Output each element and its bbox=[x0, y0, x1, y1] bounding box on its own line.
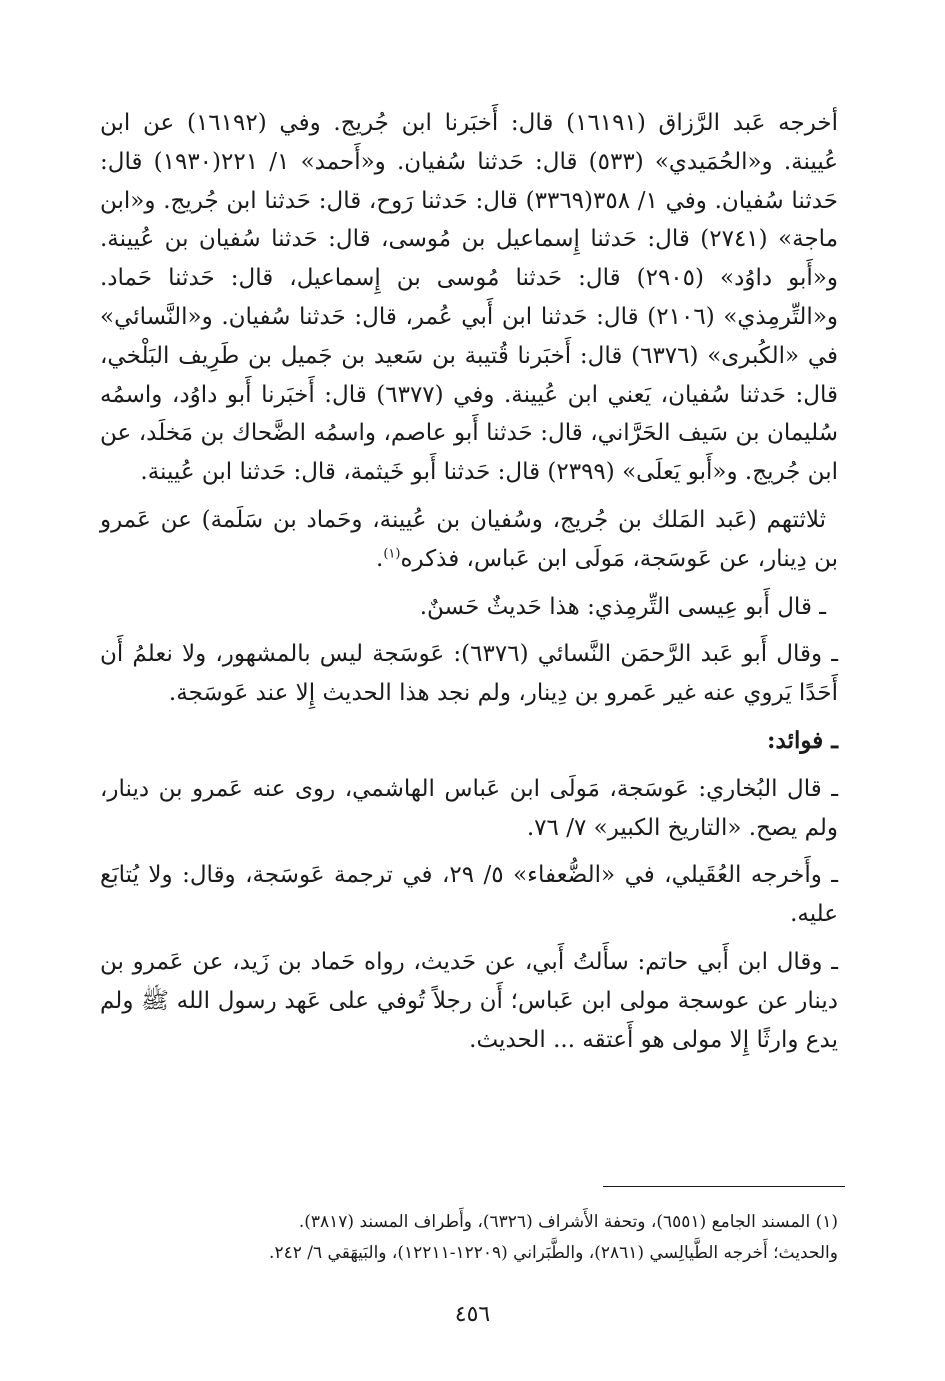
page-number: ٤٥٦ bbox=[454, 1302, 491, 1327]
footnote-1: (١) المسند الجامع (٦٥٥١)، وتحفة الأَشراف (٦٣٢٦)، وأَطراف المسند (٣٨١٧). bbox=[298, 1212, 838, 1232]
paragraph-isnad-summary bbox=[100, 501, 838, 579]
paragraph-isnad-text: ثلاثتهم (عَبد المَلك بن جُريج، وسُفيان بن عُيينة، وحَماد بن سَلَمة) عن عَمرو بن دِينار، عن عَوسَجة، مَولَى ابن عَباس، فذكره bbox=[100, 506, 838, 572]
paragraph-bukhari: ـ قال البُخاري: عَوسَجة، مَولَى ابن عَباس الهاشمي، روى عنه عَمرو بن دينار، ولم يصح. «التاريخ الكبير» ٧/ ٧٦. bbox=[100, 775, 838, 841]
footnote-divider bbox=[603, 1186, 845, 1187]
footnotes bbox=[100, 1207, 838, 1269]
paragraph-isnad-end: . bbox=[376, 545, 384, 572]
footnote-1-continued: والحديث؛ أَخرجه الطَّيالِسي (٢٨٦١)، والطَّبَراني (١٢٢٠٩-١٢٢١١)، والبَيهَقي ٦/ ٢٤٢. bbox=[269, 1243, 838, 1263]
paragraph-tirmidhi: ـ قال أَبو عِيسى التِّرمِذي: هذا حَديثٌ حَسنٌ. bbox=[419, 593, 826, 620]
paragraph-nasai: ـ وقال أَبو عَبد الرَّحمَن النَّسائي (٦٣٧٦): عَوسَجة ليس بالمشهور، ولا نعلمُ أَن أَحَدًا يَروي عنه غير عَمرو بن دِينار، ولم نجد هذا الحديث إِلا عند عَوسَجة. bbox=[100, 641, 838, 707]
section-heading-fawaid: ـ فوائد: bbox=[767, 726, 838, 754]
footnote-reference[interactable]: (١) bbox=[383, 546, 401, 562]
main-text bbox=[100, 104, 838, 1068]
paragraph-ibn-abi-hatim: ـ وقال ابن أَبي حاتم: سأَلتُ أَبي، عن حَديث، رواه حَماد بن زَيد، عن عَمرو بن دينار عن عوسجة مولى ابن عَباس؛ أَن رجلاً تُوفي على عَهد رسول الله ﷺ ولم يدع وارثًا إِلا مولى هو أَعتقه ... الحديث. bbox=[100, 948, 838, 1053]
paragraph-takhrij: أخرجه عَبد الرَّزاق (١٦١٩١) قال: أَخبَرنا ابن جُريج. وفي (١٦١٩٢) عن ابن عُيينة. و«الحُمَيدي» (٥٣٣) قال: حَدثنا سُفيان. و«أَحمد» ١/ ٢٢١(١٩٣٠) قال: حَدثنا سُفيان. وفي ١/ ٣٥٨(٣٣٦٩) قال: حَدثنا رَوح، قال: حَدثنا ابن جُريج. و«ابن ماجة» (٢٧٤١) قال: حَدثنا إِسماعيل بن مُوسى، قال: حَدثنا سُفيان بن عُيينة. و«أَبو داوُد» (٢٩٠٥) قال: حَدثنا مُوسى بن إِسماعيل، قال: حَدثنا حَماد. و«التِّرمِذي» (٢١٠٦) قال: حَدثنا ابن أَبي عُمر، قال: حَدثنا سُفيان. و«النَّسائي» في «الكُبرى» (٦٣٧٦) قال: أَخبَرنا قُتيبة بن سَعيد بن جَميل بن طَرِيف البَلْخي، قال: حَدثنا سُفيان، يَعني ابن عُيينة. وفي (٦٣٧٧) قال: أَخبَرنا أَبو داوُد، واسمُه سُليمان بن سَيف الحَرَّاني، قال: حَدثنا أَبو عاصم، واسمُه الضَّحاك بن مَخلَد، عن ابن جُريج. و«أَبو يَعلَى» (٢٣٩٩) قال: حَدثنا أَبو خَيثمة، قال: حَدثنا ابن عُيينة. bbox=[100, 110, 839, 486]
paragraph-uqayli: ـ وأَخرجه العُقَيلي، في «الضُّعفاء» ٥/ ٢٩، في ترجمة عَوسَجة، وقال: ولا يُتابَع عليه. bbox=[100, 862, 838, 928]
